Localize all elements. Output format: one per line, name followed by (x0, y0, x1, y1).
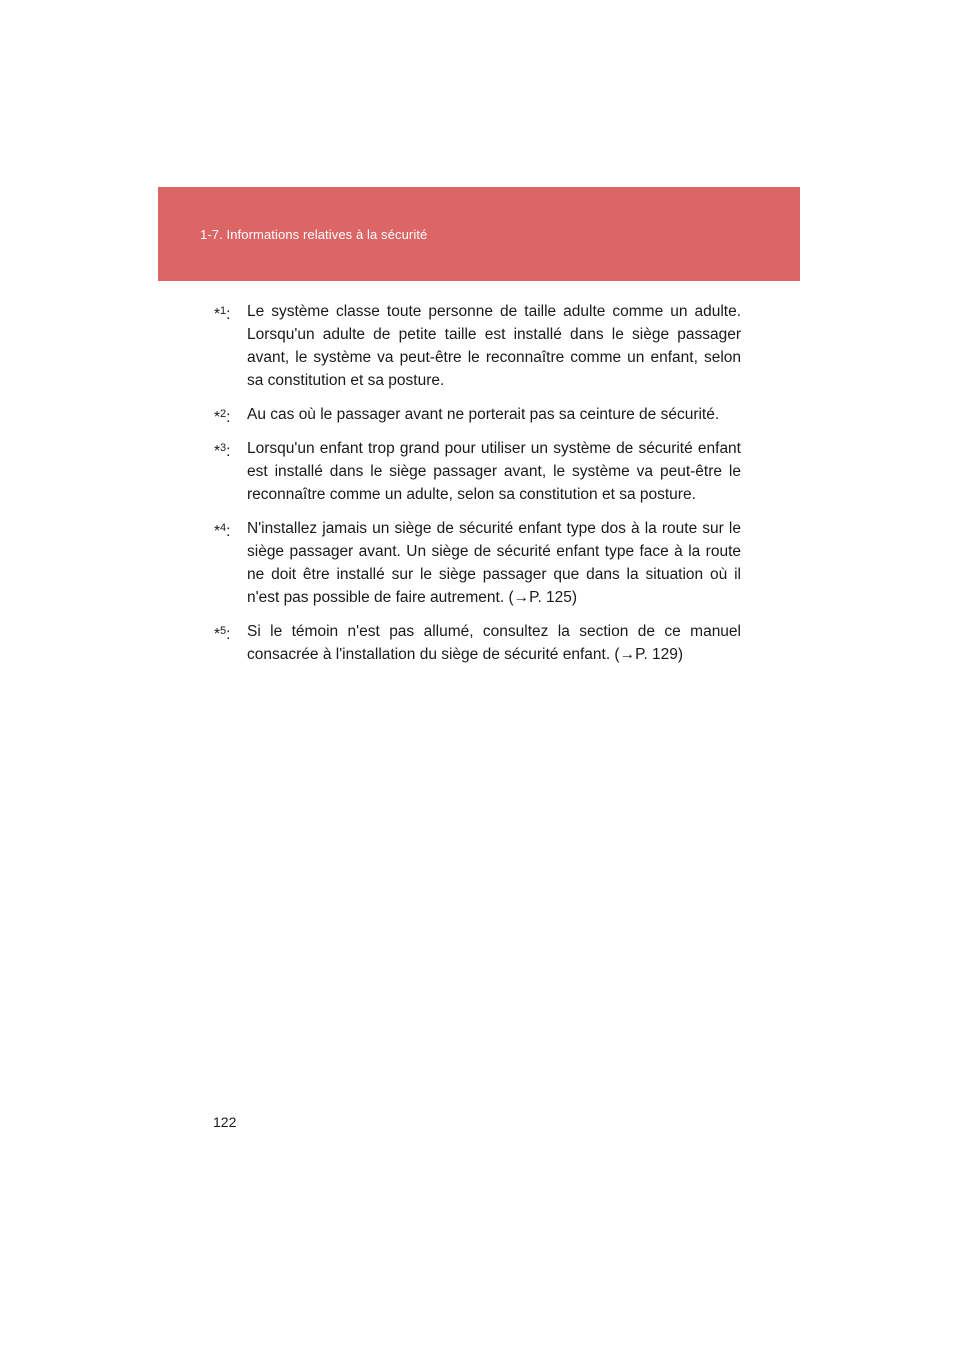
footnote-1 (214, 300, 741, 392)
footnote-marker: *$^2$: (214, 408, 231, 426)
footnote-text: Au cas où le passager avant ne porterait pas sa ceinture de sécurité. (247, 406, 720, 423)
footnote-5 (214, 620, 741, 666)
footnote-text: Si le témoin n'est pas allumé, consultez la section de ce manuel consacrée à l'installation du siège de sécurité enfant. (→P. 129) (247, 623, 741, 663)
footnote-text: Lorsqu'un enfant trop grand pour utiliser un système de sécurité enfant est installé dans le siège passager avant, le système va peut-être le reconnaître comme un adulte, selon sa constitution et sa posture. (247, 440, 741, 503)
footnote-marker: *$^5$: (214, 625, 231, 643)
section-header-band (158, 187, 800, 281)
footnote-marker: *$^1$: (214, 305, 231, 323)
footnote-3 (214, 437, 741, 506)
section-title: 1-7. Informations relatives à la sécurité (200, 227, 428, 242)
footnote-text: N'installez jamais un siège de sécurité enfant type dos à la route sur le siège passager avant. Un siège de sécurité enfant type face à la route ne doit être installé sur le siège passager que dans la situation où il n'est pas possible de faire autrement. (→P. 125) (247, 520, 741, 606)
footnote-text: Le système classe toute personne de taille adulte comme un adulte. Lorsqu'un adulte de petite taille est installé dans le siège passager avant, le système va peut-être le reconnaître comme un enfant, selon sa constitution et sa posture. (247, 303, 741, 389)
footnote-4 (214, 517, 741, 609)
page-number: 122 (213, 1114, 237, 1130)
footnote-marker: *$^4$: (214, 522, 231, 540)
footnote-2 (214, 403, 741, 426)
footnote-list (214, 300, 741, 677)
footnote-marker: *$^3$: (214, 442, 231, 460)
